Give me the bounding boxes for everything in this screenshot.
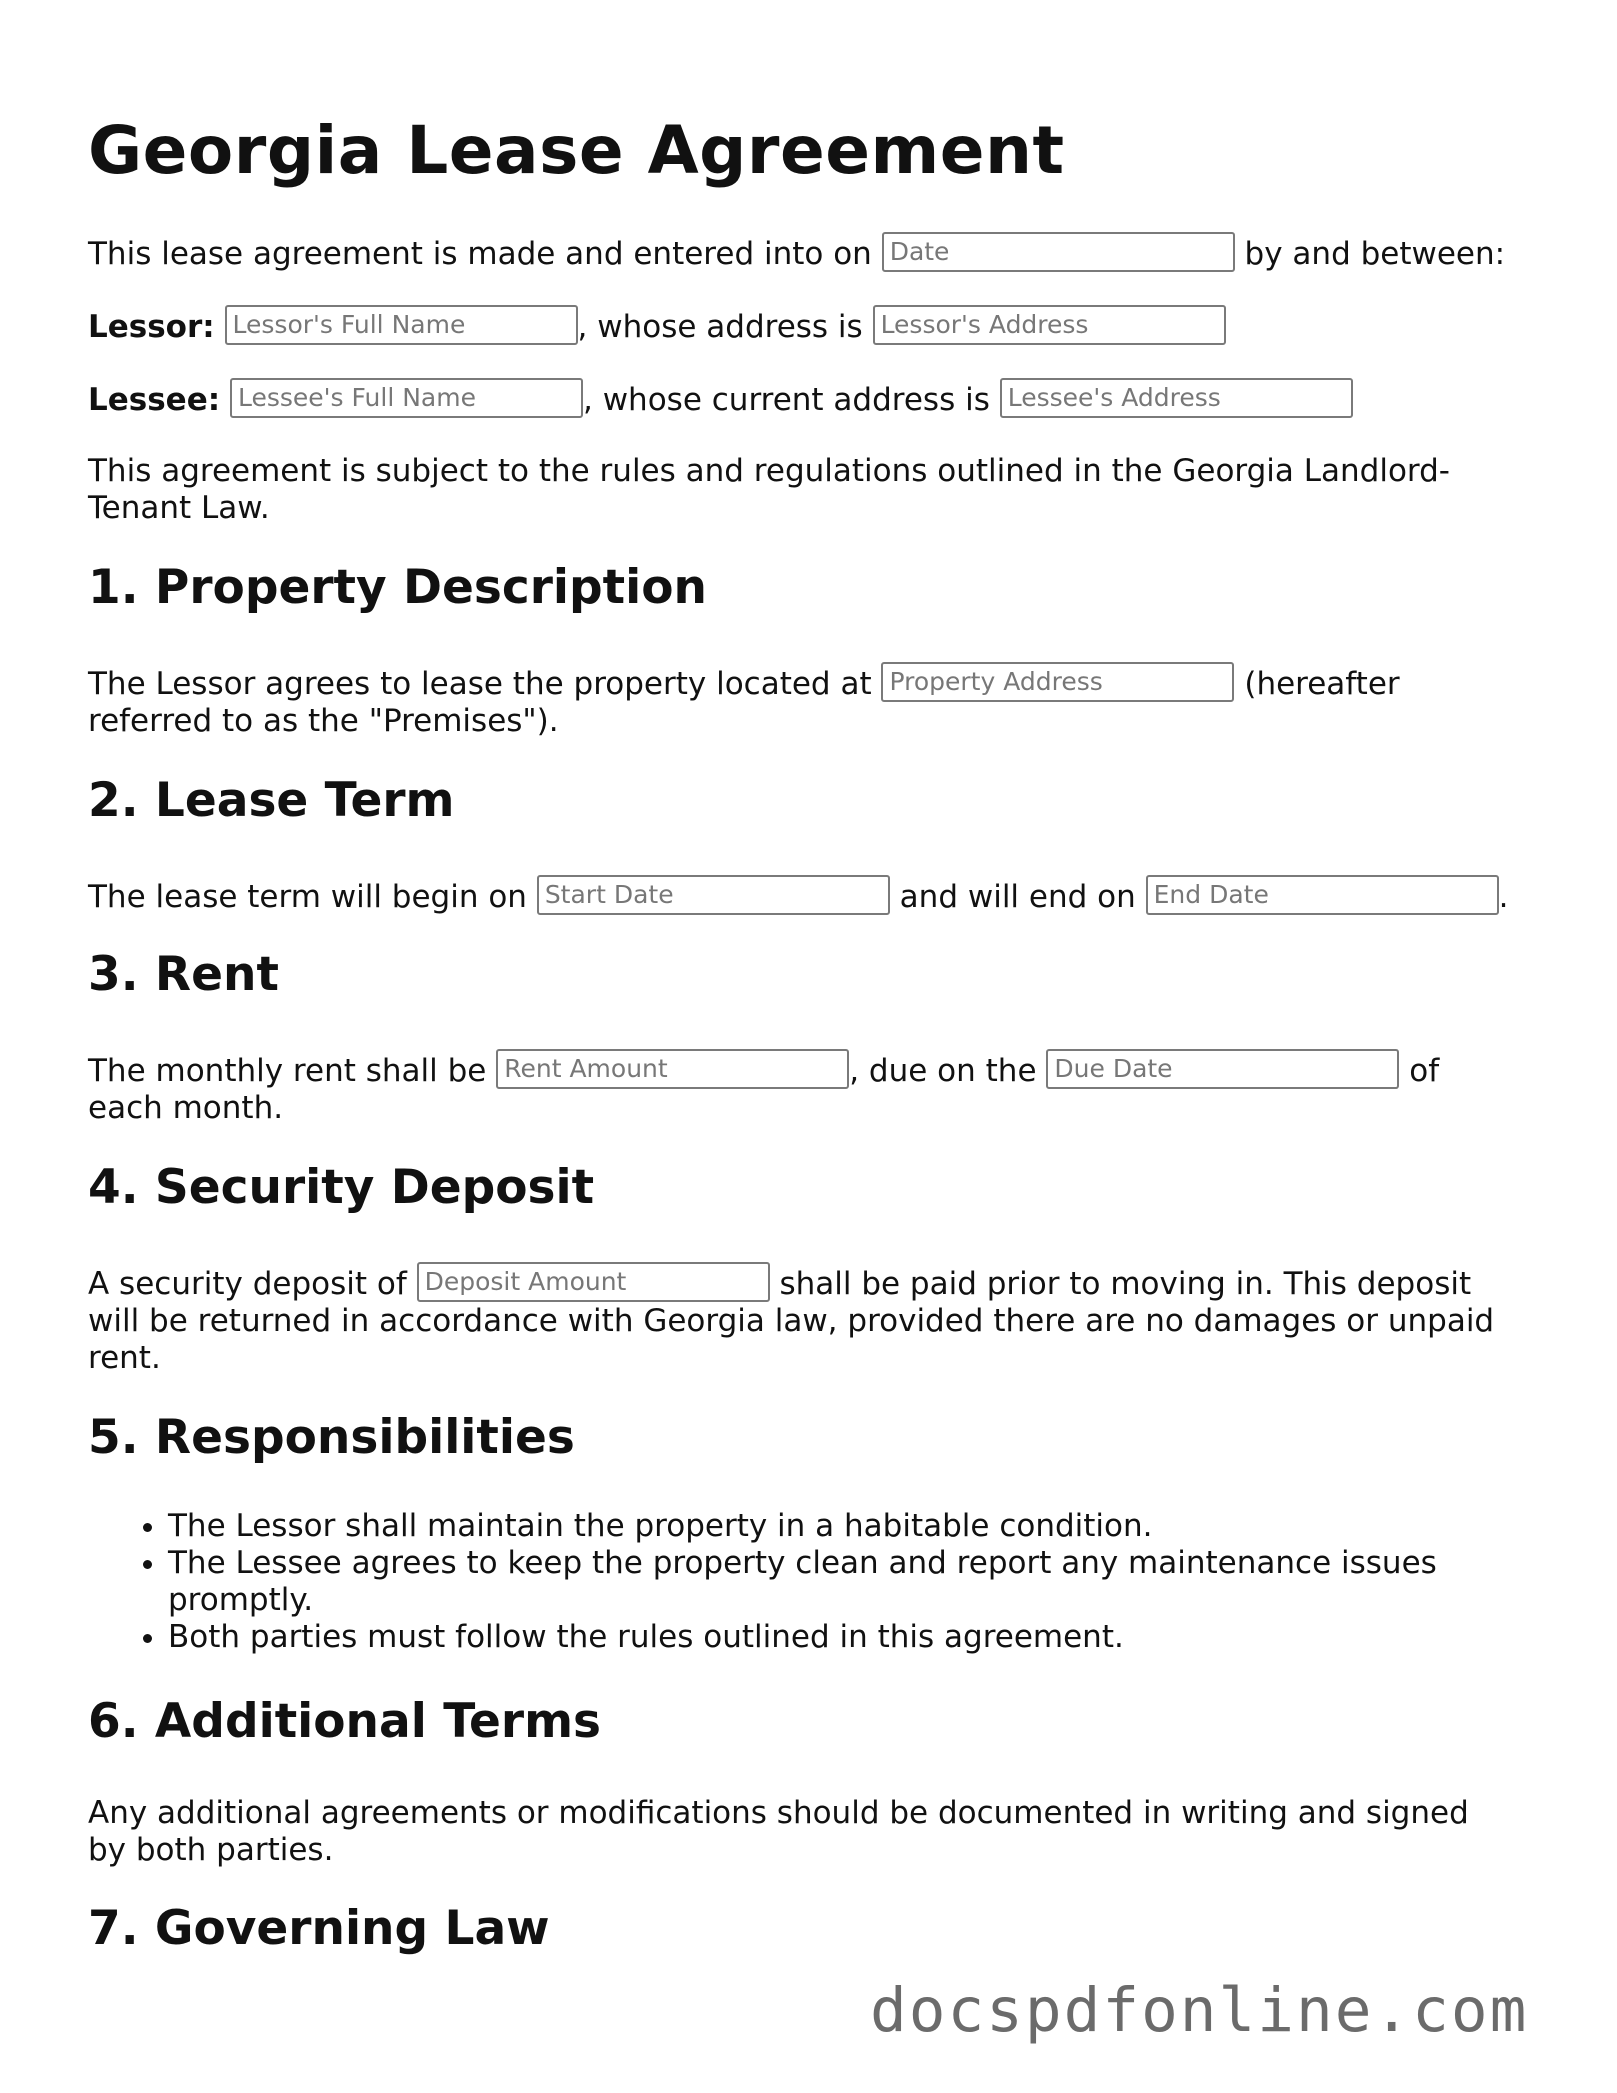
intro-paragraph (88, 232, 1528, 273)
intro-text: This lease agreement is made and entered into on (88, 236, 872, 272)
property-paragraph (88, 662, 1528, 740)
section-heading-property: 1. Property Description (88, 560, 707, 615)
additional-paragraph: Any additional agreements or modifications should be documented in writing and signed by both parties. (88, 1795, 1469, 1868)
property-text-end: (hereafter referred to as the "Premises"). (88, 666, 1400, 739)
property-text: The Lessor agrees to lease the property located at (88, 666, 872, 702)
lessor-address-field[interactable]: Lessor's Address (873, 305, 1226, 345)
section-heading-rent: 3. Rent (88, 947, 279, 1002)
lessee-name-field[interactable]: Lessee's Full Name (230, 378, 583, 418)
lessee-line (88, 378, 1528, 419)
lessor-label: Lessor: (88, 309, 215, 345)
term-paragraph (88, 875, 1528, 916)
watermark: docspdfonline.com (870, 1975, 1529, 2046)
section-heading-responsibilities: 5. Responsibilities (88, 1410, 575, 1465)
due-date-field[interactable]: Due Date (1046, 1049, 1399, 1089)
lessee-address-field[interactable]: Lessee's Address (1000, 378, 1353, 418)
term-text: The lease term will begin on (88, 879, 527, 915)
rent-paragraph (88, 1049, 1508, 1127)
list-item: • Both parties must follow the rules outlined in this agreement. (168, 1619, 1548, 1656)
lessor-name-field[interactable]: Lessor's Full Name (225, 305, 578, 345)
responsibilities-list (88, 1508, 1548, 1656)
section-heading-additional: 6. Additional Terms (88, 1694, 602, 1749)
property-address-field[interactable]: Property Address (881, 662, 1234, 702)
section-heading-law: 7. Governing Law (88, 1901, 550, 1956)
deposit-text: A security deposit of (88, 1266, 407, 1302)
deposit-amount-field[interactable]: Deposit Amount (417, 1262, 770, 1302)
deposit-paragraph (88, 1262, 1528, 1377)
lessor-address-text: , whose address is (577, 309, 863, 345)
list-item: • The Lessee agrees to keep the property clean and report any maintenance issues promptly. (168, 1545, 1548, 1619)
section-heading-term: 2. Lease Term (88, 773, 455, 828)
deposit-text-end: shall be paid prior to moving in. This deposit will be returned in accordance with Georgia law, provided there are no damages or unpaid rent. (88, 1266, 1495, 1376)
rent-text-end: of each month. (88, 1053, 1440, 1126)
document-title: Georgia Lease Agreement (88, 112, 1065, 189)
rent-amount-field[interactable]: Rent Amount (496, 1049, 849, 1089)
lessee-label: Lessee: (88, 382, 221, 418)
list-item: • The Lessor shall maintain the property in a habitable condition. (168, 1508, 1548, 1545)
term-text-end: . (1498, 879, 1509, 915)
lessee-address-text: , whose current address is (583, 382, 990, 418)
subject-paragraph: This agreement is subject to the rules and regulations outlined in the Georgia Landlord-Tenant Law. (88, 453, 1450, 526)
date-field[interactable]: Date (882, 232, 1235, 272)
term-text-mid: and will end on (899, 879, 1136, 915)
rent-text-mid: , due on the (849, 1053, 1037, 1089)
end-date-field[interactable]: End Date (1146, 875, 1499, 915)
lessor-line (88, 305, 1528, 346)
intro-text-end: by and between: (1244, 236, 1506, 272)
rent-text: The monthly rent shall be (88, 1053, 487, 1089)
section-heading-deposit: 4. Security Deposit (88, 1160, 595, 1215)
start-date-field[interactable]: Start Date (537, 875, 890, 915)
